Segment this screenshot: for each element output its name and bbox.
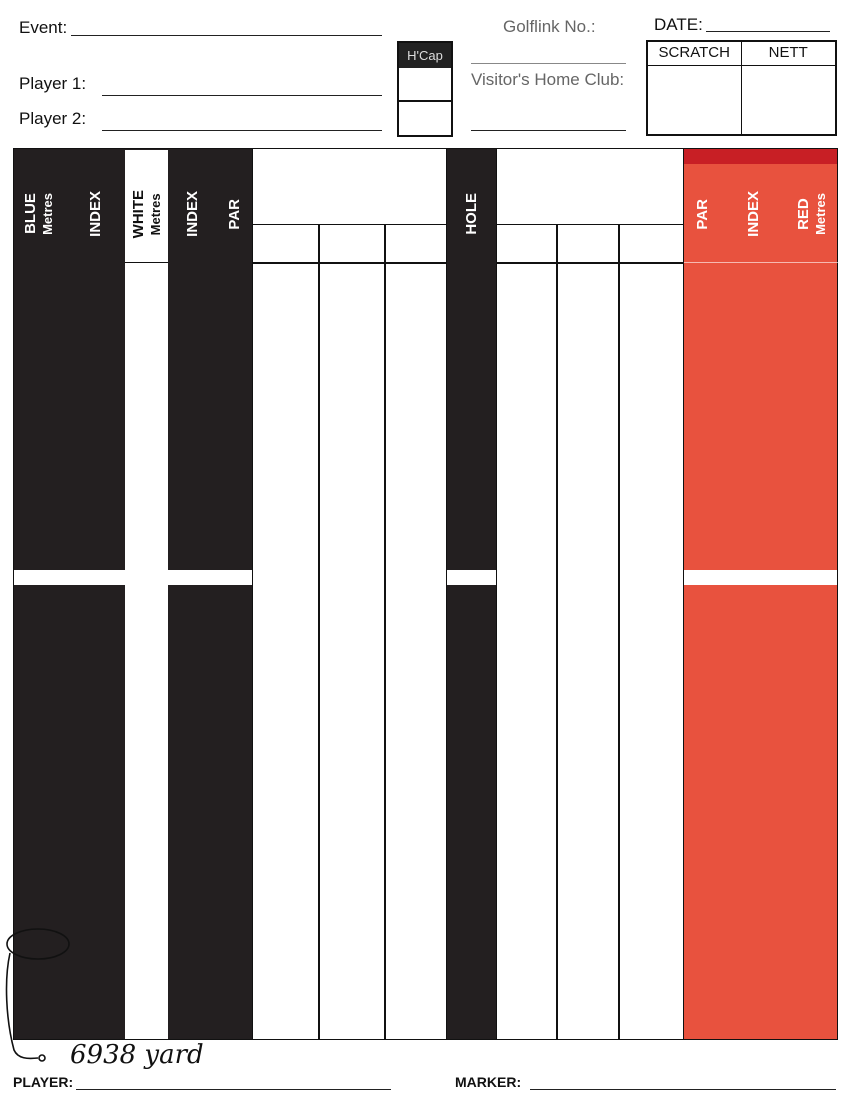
- golflink-label: Golflink No.:: [503, 17, 596, 36]
- hcap-box: [397, 41, 453, 137]
- marker-sign-label: MARKER:: [455, 1074, 522, 1090]
- col-womens-index-text: INDEX: [744, 191, 762, 237]
- hcap-label: H'Cap: [399, 43, 451, 68]
- col-womens-par-text: PAR: [693, 198, 711, 230]
- marker-area: [496, 148, 684, 1040]
- marker-col-divider: [556, 224, 558, 1040]
- col-red-metres-unit: Metres: [813, 193, 828, 235]
- col-white-metres: [125, 166, 168, 262]
- player1-label: Player 1:: [19, 74, 87, 93]
- nett-label: NETT: [742, 42, 836, 66]
- player-sign-label: PLAYER:: [13, 1074, 74, 1090]
- col-par-text: PAR: [226, 198, 243, 230]
- womens-par[interactable]: [684, 262, 720, 293]
- event-label: Event:: [19, 18, 68, 37]
- blue-index[interactable]: [65, 262, 125, 293]
- handwritten-annotation-mark: [0, 925, 80, 1070]
- col-white-metres-unit: Metres: [147, 193, 163, 235]
- player-sub-2[interactable]: [318, 226, 384, 260]
- hole-number[interactable]: [447, 262, 496, 293]
- player-sub-result[interactable]: [384, 226, 447, 260]
- handwritten-note: 6938 yard: [70, 1040, 204, 1070]
- col-blue-metres-unit: Metres: [40, 193, 55, 235]
- date-label: DATE:: [654, 15, 703, 34]
- scratch-field[interactable]: [648, 66, 742, 134]
- womens-index[interactable]: [720, 262, 786, 293]
- date-field[interactable]: [706, 31, 830, 32]
- col-white-index-text: INDEX: [184, 191, 201, 237]
- col-blue-index: [65, 166, 125, 262]
- womens-label[interactable]: [684, 149, 838, 164]
- blue-metres[interactable]: [13, 262, 65, 293]
- player-sign-field[interactable]: [76, 1089, 391, 1090]
- mens-par[interactable]: [217, 262, 252, 293]
- col-red-metres-text: RED: [795, 198, 812, 230]
- visitor-club-field[interactable]: [471, 130, 626, 131]
- col-white-index: [168, 166, 217, 262]
- white-index[interactable]: [168, 262, 217, 293]
- scratch-label: SCRATCH: [648, 42, 742, 66]
- marker-sign-field[interactable]: [530, 1089, 836, 1090]
- red-metres[interactable]: [786, 262, 838, 293]
- golflink-field[interactable]: [471, 63, 626, 64]
- nett-field[interactable]: [742, 66, 836, 134]
- col-hole: [447, 166, 496, 262]
- col-blue-index-text: INDEX: [86, 191, 104, 237]
- player2-field[interactable]: [102, 130, 382, 131]
- col-womens-par: [684, 166, 720, 262]
- col-red-metres: [786, 166, 838, 262]
- player-header-divider: [252, 224, 447, 225]
- player-heading[interactable]: [252, 150, 447, 224]
- score-summary-box: [646, 40, 837, 136]
- col-womens-index: [720, 166, 786, 262]
- player-area: [252, 148, 447, 1040]
- marker-header-divider: [496, 224, 684, 225]
- col-par: [217, 166, 252, 262]
- visitor-club-label: Visitor's Home Club:: [471, 70, 625, 89]
- hcap-player1-field[interactable]: [399, 68, 451, 102]
- player-col-divider: [318, 224, 320, 1040]
- row-line: [252, 262, 447, 264]
- player-col-divider: [384, 224, 386, 1040]
- womens-panel: [684, 164, 838, 1040]
- event-field[interactable]: [71, 35, 382, 36]
- white-metres[interactable]: [125, 262, 168, 293]
- marker-col-divider: [618, 224, 620, 1040]
- player1-field[interactable]: [102, 95, 382, 96]
- row-line: [496, 262, 684, 264]
- col-blue-metres-text: BLUE: [22, 193, 39, 235]
- col-blue-metres: [13, 166, 65, 262]
- marker-heading[interactable]: [496, 150, 684, 224]
- player-sub-1[interactable]: [252, 226, 318, 260]
- col-hole-text: HOLE: [463, 193, 480, 235]
- player2-label: Player 2:: [19, 109, 87, 128]
- mens-label[interactable]: [13, 150, 252, 165]
- marker-sub-result[interactable]: [618, 226, 684, 260]
- col-white-metres-text: WHITE: [129, 189, 147, 239]
- hcap-player2-field[interactable]: [399, 102, 451, 135]
